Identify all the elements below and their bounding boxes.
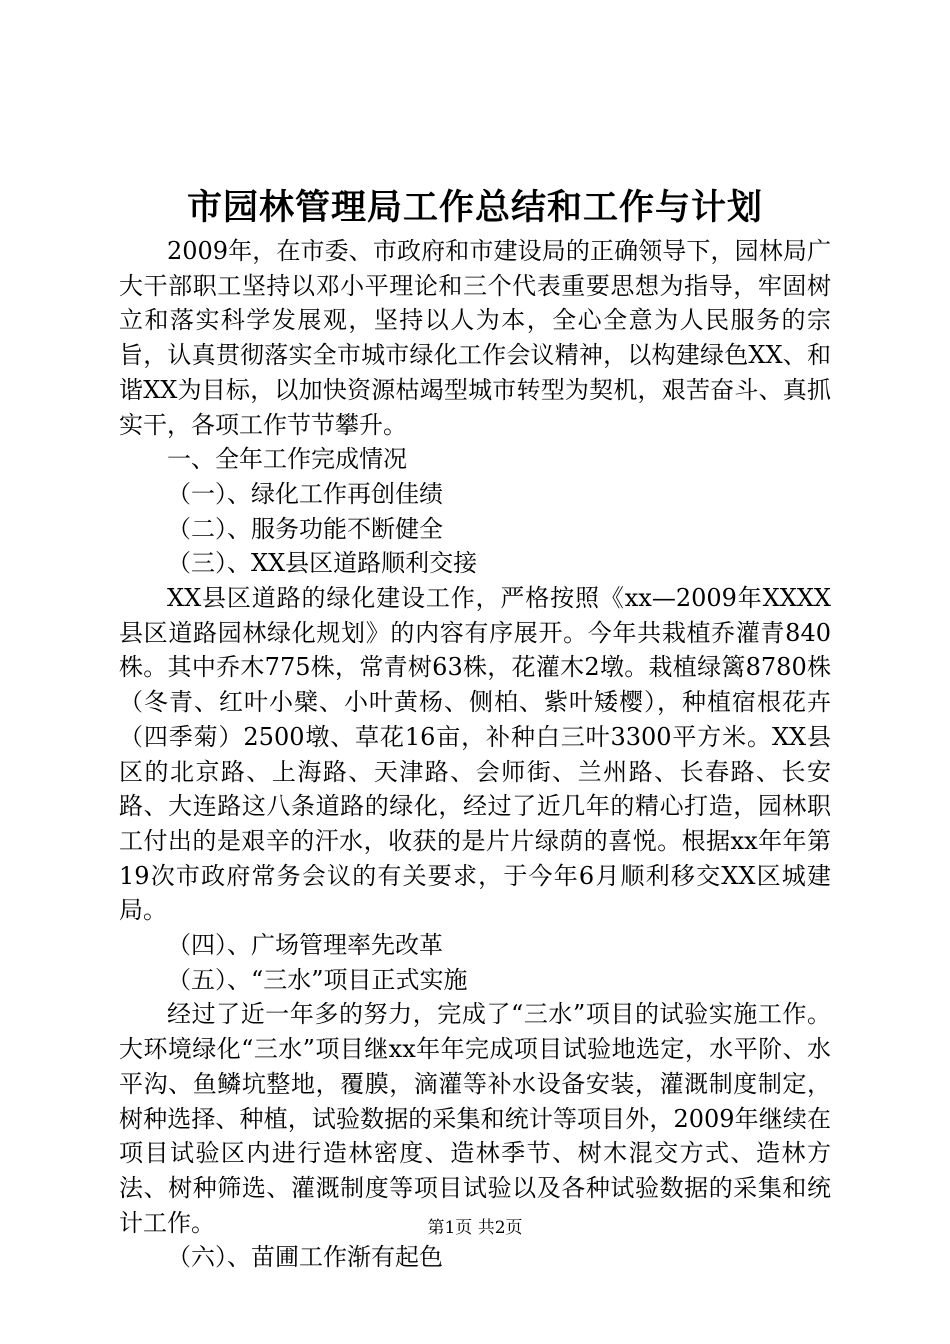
subheading-6: （六）、苗圃工作渐有起色 [167,1243,443,1272]
paragraph-three-water-project: 经过了近一年多的努力，完成了“三水”项目的试验实施工作。大环境绿化“三水”项目继xx年年完成项目试验地选定，水平阶、水平沟、鱼鳞坑整地，覆膜，滴灌等补水设备安装，灌溉制度制定，树种选择、种植，试验数据的采集和统计等项目外，2009年继续在项目试验区内进行造林密度、造林季节、树木混交方式、造林方法、树种筛选、灌溉制度等项目试验以及各种试验数据的采集和统计工作。 [119,1000,831,1237]
section-heading-1: 一、全年工作完成情况 [167,445,407,474]
paragraph-road-greening: XX县区道路的绿化建设工作，严格按照《xx—2009年XXXX县区道路园林绿化规划》的内容有序展开。今年共栽植乔灌青840株。其中乔木775株，常青树63株，花灌木2墩。栽植绿篱8780株（冬青、红叶小檗、小叶黄杨、侧柏、紫叶矮樱），种植宿根花卉（四季菊）2500墩、草花16亩，补种白三叶3300平方米。XX县区的北京路、上海路、天津路、会师街、兰州路、长春路、长安路、大连路这八条道路的绿化，经过了近几年的精心打造，园林职工付出的是艰辛的汗水，收获的是片片绿荫的喜悦。根据xx年年第19次市政府常务会议的有关要求，于今年6月顺利移交XX区城建局。 [119,584,831,925]
subheading-1: （一）、绿化工作再创佳绩 [167,479,443,508]
page-footer: 第1页 共2页 [427,1218,523,1238]
document-body [119,234,831,1275]
subheading-4: （四）、广场管理率先改革 [167,931,443,960]
intro-paragraph: 2009年，在市委、市政府和市建设局的正确领导下，园林局广大干部职工坚持以邓小平理论和三个代表重要思想为指导，牢固树立和落实科学发展观，坚持以人为本，全心全意为人民服务的宗旨，认真贯彻落实全市城市绿化工作会议精神，以构建绿色XX、和谐XX为目标，以加快资源枯竭型城市转型为契机，艰苦奋斗、真抓实干，各项工作节节攀升。 [119,237,831,439]
subheading-2: （二）、服务功能不断健全 [167,514,443,543]
document-title: 市园林管理局工作总结和工作与计划 [186,187,763,228]
subheading-5: （五）、“三水”项目正式实施 [167,965,468,994]
subheading-3: （三）、XX县区道路顺利交接 [167,549,478,578]
